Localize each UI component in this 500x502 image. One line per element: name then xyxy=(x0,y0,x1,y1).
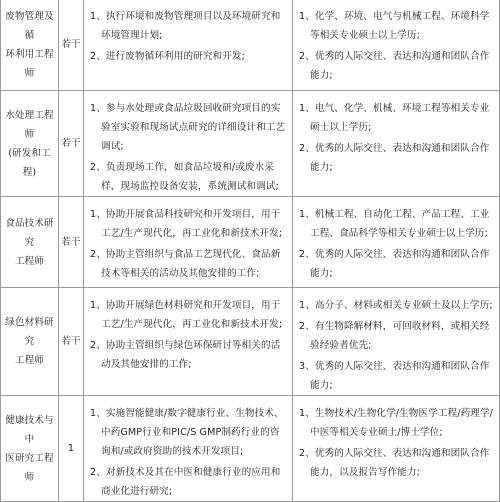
table-row xyxy=(1,197,500,288)
duty-item: 2、负责现场工作，如食品垃圾和/或废水采样，现场监控设备安装，系统测试和调试; xyxy=(90,162,279,192)
job-title-cell xyxy=(1,91,59,197)
requirement-item: 3、优秀的人际交往、表达和沟通和团队合作能力; xyxy=(299,361,490,391)
requirement-item: 1、电气、化学、机械、环境工程等相关专业硕士以上学历; xyxy=(299,103,490,133)
job-title-line: 食品技术研究 xyxy=(5,217,54,248)
job-title-line: 健康技术与中 xyxy=(5,414,54,445)
duty-item: 2、协助主管组织与绿色环保研讨等相关的活动及其他安排的工作; xyxy=(90,340,281,370)
job-title-cell xyxy=(1,288,59,396)
duty-item: 1、协助开展食品科技研究和开发项目，用于工艺/生产现代化，再工业化和新技术开发; xyxy=(90,209,283,239)
duty-item: 2、协助主管组织与食品工艺现代化、食品新技术等相关的活动及其他安排的工作; xyxy=(90,249,281,279)
requirement-item: 2、优秀的人际交往、表达和沟通和团队合作能力; xyxy=(299,249,490,279)
job-title-cell xyxy=(1,396,59,502)
table-row xyxy=(1,396,500,502)
requirements-cell xyxy=(293,288,500,396)
job-title-line: 绿色材料研究 xyxy=(5,317,54,347)
requirement-item: 1、机械工程、自动化工程、产品工程、工业工程、食品科学等相关专业硕士以上学历; xyxy=(299,209,490,239)
duties-cell xyxy=(84,0,293,91)
requirements-cell xyxy=(293,0,500,91)
headcount-cell: 若干 xyxy=(59,0,84,91)
duties-cell xyxy=(84,197,293,288)
duties-cell xyxy=(84,396,293,502)
job-title-line: (研发和工程) xyxy=(8,147,51,178)
duty-item: 1、参与水处理或食品垃圾回收研究项目的实验室实验和现场试点研究的详细设计和工艺调试; xyxy=(90,103,286,152)
table-row xyxy=(1,0,500,91)
requirements-cell xyxy=(293,197,500,288)
duties-cell xyxy=(84,288,293,396)
job-title-line: 水处理工程师 xyxy=(5,109,54,140)
requirement-item: 1、高分子、材料或相关专业硕士及以上学历; xyxy=(299,300,493,311)
job-title-line: 工程师 xyxy=(14,255,45,267)
headcount-cell: 若干 xyxy=(59,288,84,396)
job-title-line: 环利用工程师 xyxy=(5,48,54,79)
duties-cell xyxy=(84,91,293,197)
requirement-item: 2、优秀的人际交往、表达和沟通和团队合作能力; xyxy=(299,143,490,173)
table-row xyxy=(1,91,500,197)
duty-item: 2、对新技术及其在中医和健康行业的应用和商业化进行研究; xyxy=(90,467,281,497)
headcount-cell: 1 xyxy=(59,396,84,502)
duty-item: 2、进行废物循环利用的研究和开发; xyxy=(90,51,245,62)
requirements-cell xyxy=(293,91,500,197)
requirement-item: 2、优秀的人际交往、表达和沟通和团队合作能力，以及报告写作能力; xyxy=(299,448,490,478)
requirements-cell xyxy=(293,396,500,502)
requirement-item: 1、生物技术/生物化学/生物医学工程/药理学/中医等相关专业硕士/博士学位; xyxy=(299,408,494,438)
requirement-item: 1、化学、环境、电气与机械工程、环境科学等相关专业硕士以上学历; xyxy=(299,11,490,41)
job-title-line: 工程师 xyxy=(14,355,45,366)
table-row xyxy=(1,288,500,396)
job-title-cell xyxy=(1,0,59,91)
job-title-cell xyxy=(1,197,59,288)
requirement-item: 2、优秀的人际交往、表达和沟通和团队合作能力; xyxy=(299,51,490,81)
headcount-cell: 若干 xyxy=(59,197,84,288)
duty-item: 1、实施智能健康/数字健康行业、生物技术、中药GMP行业和PIC/S GMP制药行业的咨询和/或政府资助的技术开发项目; xyxy=(90,408,284,457)
requirement-item: 2、有生物降解材料，可回收材料，或相关经验经验者优先; xyxy=(299,321,490,351)
duty-item: 1、协助开展绿色材料研究和开发项目，用于工艺/生产现代化，再工业化和新技术开发; xyxy=(90,300,283,330)
duty-item: 1、执行环境和废物管理项目以及环境研究和环境管理计划; xyxy=(90,11,281,41)
job-title-line: 废物管理及循 xyxy=(5,10,54,41)
job-title-line: 医研究工程师 xyxy=(5,452,54,483)
headcount-cell: 若干 xyxy=(59,91,84,197)
